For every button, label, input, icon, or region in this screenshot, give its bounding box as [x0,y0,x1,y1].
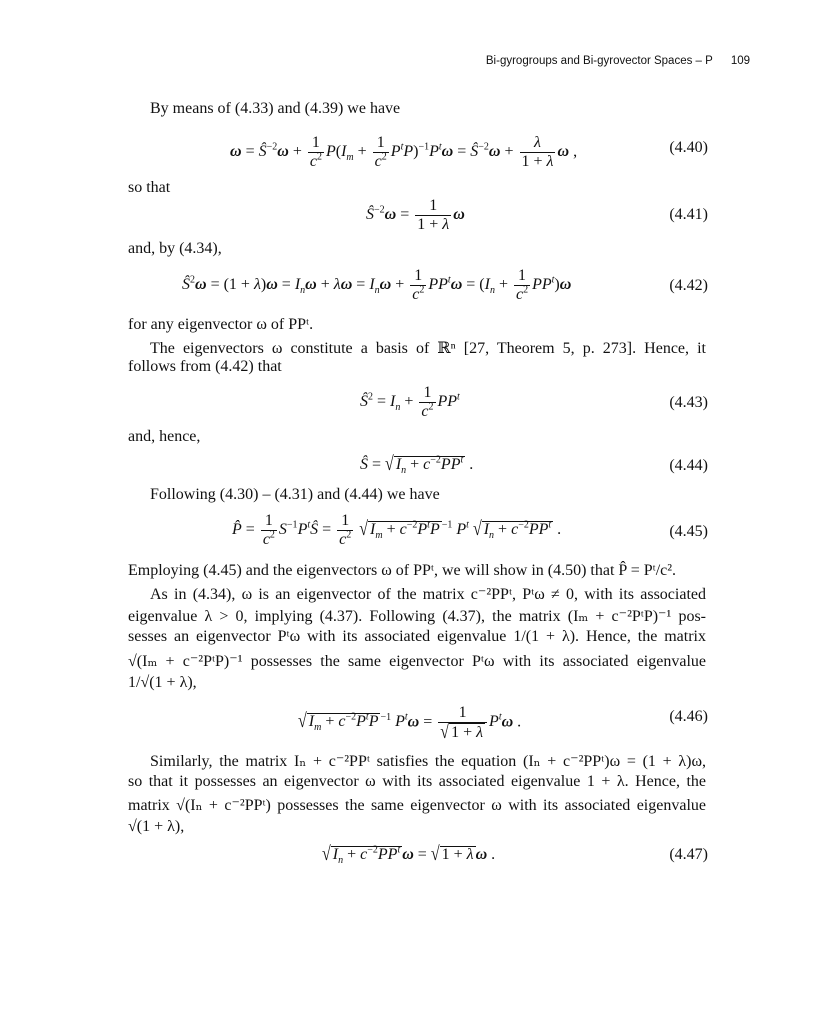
equation-4-47: √ $I_n + c^{-2}PP^t$ ω = √ 1 + λ ω . [322,843,496,867]
paragraph-employing: Employing (4.45) and the eigenvectors ω of PPᵗ, we will show in (4.50) that P̂ = Pᵗ/c². [128,562,677,579]
paragraph-for-any: for any eigenvector ω of PPᵗ. [128,316,314,333]
page-number: 109 [730,55,750,67]
paragraph-following: Following (4.30) – (4.31) and (4.44) we have [150,486,440,503]
equation-4-40: $\omega = Ŝ^{-2}\omega$ + $\frac{1}{c^2}$ $P(I_m$ + $\frac{1}{c^2}$ $P^tP)^{-1}P^t\omega$ = $Ŝ^{-2}\omega$ + $\frac{\lambda}{1 + \lambda}$ ω , [230,134,578,170]
paragraph-as-in-line5: 1/√(1 + λ), [128,674,197,691]
paragraph-eigenvectors-line2: follows from (4.42) that [128,358,282,375]
equation-label-4-47: (4.47) [669,846,708,863]
paragraph-as-in-line4: √(Iₘ + c⁻²PᵗP)⁻¹ possesses the same eigenvector Pᵗω with its associated eigenvalue [128,653,706,670]
running-header [486,55,750,67]
paragraph-intro: By means of (4.33) and (4.39) we have [150,100,401,117]
equation-label-4-44: (4.44) [669,457,708,474]
paragraph-as-in-line3: sesses an eigenvector Pᵗω with its associated eigenvalue 1/(1 + λ). Hence, the matrix [128,628,706,645]
equation-label-4-45: (4.45) [669,523,708,540]
equation-label-4-46: (4.46) [669,708,708,725]
paragraph-so-that: so that [128,179,171,196]
paragraph-as-in-line1: As in (4.34), ω is an eigenvector of the matrix c⁻²PPᵗ, Pᵗω ≠ 0, with its associated [150,586,706,603]
equation-4-43: $Ŝ^2 = I_n$ + $\frac{1}{c^2}$ $PP^t$ [360,384,460,420]
equation-4-41: $Ŝ^{-2}\omega$ = $\frac{1}{1 + \lambda}$ ω [366,197,465,233]
running-title: Bi-gyrogroups and Bi-gyrovector Spaces – P [485,55,713,67]
equation-label-4-40: (4.40) [669,139,708,156]
paragraph-as-in-line2: eigenvalue λ > 0, implying (4.37). Following (4.37), the matrix (Iₘ + c⁻²PᵗP)⁻¹ pos- [128,608,706,625]
paragraph-similarly-line2: so that it possesses an eigenvector ω with its associated eigenvalue 1 + λ. Hence, the [128,773,706,790]
equation-4-45: P̂ = $\frac{1}{c^2}$ $S^{-1}P^tŜ$ = $\frac{1}{c^2}$ √ $I_m + c^{-2}P^tP$ $^{-1}$ $P^t$ √ $I_n + c^{-2}PP^t$ . [232,512,562,548]
paragraph-and-hence: and, hence, [128,428,201,445]
paragraph-eigenvectors-line1: The eigenvectors ω constitute a basis of ℝⁿ [27, Theorem 5, p. 273]. Hence, it [150,340,706,357]
equation-4-42: $Ŝ^2\omega = (1 + \lambda)\omega = I_n\omega + \lambda\omega = I_n\omega$ + $\frac{1}{c^2}$ $PP^t\omega = (I_n$ + $\frac{1}{c^2}$ $PP^t)\omega$ [182,267,572,303]
equation-label-4-42: (4.42) [669,277,708,294]
equation-4-44: Ŝ = √ $I_n + c^{-2}PP^t$ . [360,453,474,477]
paragraph-similarly-line4: √(1 + λ), [128,818,185,835]
equation-label-4-43: (4.43) [669,394,708,411]
equation-4-46: √ $I_m + c^{-2}P^tP$ $^{-1}$ $P^t\omega$ = $\frac{1}{√ 1 + \lambda}$ $P^t\omega$ . [298,704,522,743]
paragraph-and-by: and, by (4.34), [128,240,222,257]
equation-label-4-41: (4.41) [669,206,708,223]
paragraph-similarly-line3: matrix √(Iₙ + c⁻²PPᵗ) possesses the same eigenvector ω with its associated eigenvalue [128,797,706,814]
paragraph-similarly-line1: Similarly, the matrix Iₙ + c⁻²PPᵗ satisfies the equation (Iₙ + c⁻²PPᵗ)ω = (1 + λ)ω, [150,753,706,770]
